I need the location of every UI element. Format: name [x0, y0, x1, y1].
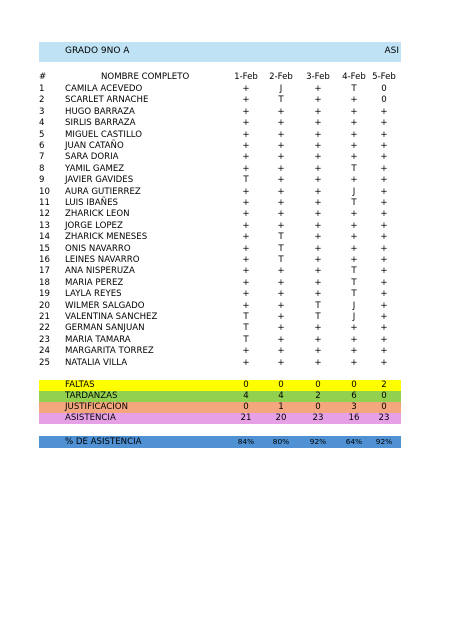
- summary-value: 0: [315, 380, 321, 390]
- sheet-header: [39, 42, 401, 62]
- attendance-mark: +: [314, 266, 322, 277]
- attendance-mark: +: [277, 220, 285, 231]
- attendance-mark: +: [242, 186, 250, 197]
- attendance-mark: +: [380, 312, 388, 322]
- student-number: 5: [39, 129, 45, 140]
- attendance-mark: +: [242, 357, 250, 368]
- summary-justificacion-row: [39, 402, 401, 413]
- attendance-mark: T: [351, 266, 357, 277]
- attendance-mark: +: [277, 152, 285, 163]
- percent-value: 84%: [237, 437, 255, 446]
- attendance-mark: +: [380, 220, 388, 231]
- attendance-mark: +: [380, 152, 388, 163]
- attendance-mark: +: [242, 346, 250, 357]
- attendance-mark: T: [278, 95, 284, 106]
- attendance-mark: +: [314, 175, 322, 186]
- attendance-mark: +: [314, 84, 322, 94]
- attendance-mark: +: [277, 277, 285, 288]
- table-row: [39, 232, 401, 243]
- attendance-mark: +: [277, 118, 285, 129]
- summary-label: JUSTIFICACION: [65, 402, 128, 412]
- attendance-mark: +: [350, 346, 358, 357]
- grade-title: GRADO 9NO A: [65, 46, 130, 56]
- attendance-mark: +: [314, 141, 322, 151]
- attendance-mark: +: [380, 106, 388, 117]
- attendance-mark: +: [277, 346, 285, 357]
- summary-value: 0: [381, 391, 387, 401]
- attendance-mark: +: [350, 323, 358, 334]
- attendance-mark: T: [351, 277, 357, 288]
- attendance-mark: +: [380, 232, 388, 243]
- attendance-mark: +: [277, 312, 285, 322]
- student-name: MIGUEL CASTILLO: [65, 129, 142, 140]
- student-name: SARA DORIA: [65, 152, 119, 163]
- student-number: 13: [39, 220, 50, 231]
- student-number: 15: [39, 243, 50, 254]
- summary-value: 2: [315, 391, 321, 401]
- student-name: HUGO BARRAZA: [65, 106, 135, 117]
- student-name: VALENTINA SANCHEZ: [65, 312, 158, 322]
- attendance-mark: +: [277, 266, 285, 277]
- summary-label: FALTAS: [65, 380, 95, 390]
- attendance-mark: +: [380, 357, 388, 368]
- student-name: JUAN CATAÑO: [65, 141, 124, 151]
- attendance-mark: +: [380, 277, 388, 288]
- attendance-mark: +: [242, 232, 250, 243]
- attendance-mark: +: [350, 255, 358, 265]
- table-row: [39, 323, 401, 334]
- table-row: [39, 198, 401, 209]
- attendance-mark: +: [314, 255, 322, 265]
- percent-attendance-row: [39, 436, 401, 448]
- student-number: 16: [39, 255, 50, 265]
- student-name: LAYLA REYES: [65, 289, 122, 300]
- student-name: SIRLIS BARRAZA: [65, 118, 136, 129]
- attendance-mark: +: [350, 232, 358, 243]
- col-date-header: 3-Feb: [306, 72, 330, 82]
- attendance-mark: J: [352, 312, 356, 322]
- attendance-mark: +: [242, 84, 250, 94]
- attendance-mark: 0: [381, 95, 387, 106]
- student-number: 12: [39, 209, 50, 220]
- summary-value: 4: [243, 391, 249, 401]
- student-number: 19: [39, 289, 50, 300]
- summary-value: 0: [381, 402, 387, 412]
- student-number: 4: [39, 118, 45, 129]
- attendance-mark: +: [314, 243, 322, 254]
- attendance-mark: +: [314, 152, 322, 163]
- attendance-mark: T: [315, 300, 321, 311]
- student-name: ONIS NAVARRO: [65, 243, 131, 254]
- student-name: LEINES NAVARRO: [65, 255, 140, 265]
- attendance-mark: T: [278, 255, 284, 265]
- summary-value: 1: [278, 402, 284, 412]
- col-name-header: NOMBRE COMPLETO: [101, 72, 190, 82]
- summary-label: ASISTENCIA: [65, 413, 116, 423]
- attendance-mark: +: [380, 209, 388, 220]
- student-name: NATALIA VILLA: [65, 357, 128, 368]
- percent-label: % DE ASISTENCIA: [65, 437, 142, 447]
- student-number: 9: [39, 175, 45, 186]
- student-name: CAMILA ACEVEDO: [65, 84, 143, 94]
- attendance-mark: T: [243, 323, 249, 334]
- student-name: JORGE LOPEZ: [65, 220, 123, 231]
- summary-label: TARDANZAS: [65, 391, 118, 401]
- attendance-mark: +: [242, 289, 250, 300]
- student-number: 25: [39, 357, 50, 368]
- summary-value: 0: [315, 402, 321, 412]
- attendance-mark: +: [380, 334, 388, 345]
- col-date-header: 2-Feb: [269, 72, 293, 82]
- student-number: 23: [39, 334, 50, 345]
- student-name: WILMER SALGADO: [65, 300, 145, 311]
- student-number: 8: [39, 163, 45, 174]
- attendance-mark: +: [242, 141, 250, 151]
- attendance-mark: +: [314, 334, 322, 345]
- attendance-mark: T: [351, 163, 357, 174]
- table-row: [39, 130, 401, 141]
- attendance-mark: +: [314, 357, 322, 368]
- attendance-mark: +: [314, 323, 322, 334]
- col-num-header: #: [39, 72, 47, 82]
- attendance-mark: +: [277, 163, 285, 174]
- attendance-mark: +: [242, 198, 250, 208]
- attendance-mark: +: [380, 266, 388, 277]
- summary-asistencia-row: [39, 413, 401, 424]
- attendance-mark: +: [242, 300, 250, 311]
- attendance-mark: +: [277, 289, 285, 300]
- student-name: ANA NISPERUZA: [65, 266, 135, 277]
- attendance-mark: +: [350, 357, 358, 368]
- student-number: 3: [39, 106, 45, 117]
- attendance-mark: +: [350, 220, 358, 231]
- table-row: [39, 278, 401, 289]
- summary-value: 4: [278, 391, 284, 401]
- attendance-mark: +: [242, 95, 250, 106]
- student-name: ZHARICK MENESES: [65, 232, 148, 243]
- summary-value: 0: [278, 380, 284, 390]
- attendance-mark: T: [243, 334, 249, 345]
- student-name: AURA GUTIERREZ: [65, 186, 141, 197]
- student-number: 17: [39, 266, 50, 277]
- table-row: [39, 335, 401, 346]
- student-number: 21: [39, 312, 50, 322]
- attendance-mark: +: [277, 175, 285, 186]
- attendance-mark: +: [314, 186, 322, 197]
- table-row: [39, 84, 401, 95]
- table-row: [39, 175, 401, 186]
- attendance-mark: +: [314, 106, 322, 117]
- attendance-mark: T: [351, 198, 357, 208]
- attendance-mark: +: [314, 277, 322, 288]
- attendance-mark: T: [351, 289, 357, 300]
- table-row: [39, 346, 401, 357]
- attendance-mark: +: [380, 323, 388, 334]
- student-number: 2: [39, 95, 45, 106]
- attendance-mark: +: [277, 186, 285, 197]
- percent-value: 64%: [345, 437, 363, 446]
- table-row: [39, 255, 401, 266]
- attendance-mark: +: [350, 129, 358, 140]
- summary-tardanzas-row: [39, 391, 401, 402]
- col-date-header: 4-Feb: [342, 72, 366, 82]
- student-number: 10: [39, 186, 50, 197]
- attendance-mark: +: [350, 175, 358, 186]
- attendance-mark: +: [314, 163, 322, 174]
- summary-value: 0: [243, 402, 249, 412]
- attendance-mark: +: [242, 277, 250, 288]
- summary-faltas-row: [39, 380, 401, 391]
- attendance-mark: +: [380, 346, 388, 357]
- attendance-mark: +: [242, 266, 250, 277]
- attendance-mark: +: [277, 129, 285, 140]
- attendance-mark: +: [277, 300, 285, 311]
- attendance-mark: +: [314, 346, 322, 357]
- student-number: 11: [39, 198, 50, 208]
- attendance-mark: +: [314, 118, 322, 129]
- attendance-mark: +: [314, 95, 322, 106]
- attendance-mark: +: [277, 334, 285, 345]
- student-name: ZHARICK LEON: [65, 209, 130, 220]
- summary-value: 23: [312, 413, 324, 423]
- student-number: 22: [39, 323, 50, 334]
- attendance-mark: +: [350, 243, 358, 254]
- attendance-mark: +: [277, 106, 285, 117]
- attendance-mark: +: [277, 198, 285, 208]
- student-number: 20: [39, 300, 50, 311]
- student-name: MARGARITA TORREZ: [65, 346, 154, 357]
- attendance-mark: 0: [381, 84, 387, 94]
- table-row: [39, 289, 401, 300]
- attendance-mark: +: [380, 243, 388, 254]
- table-row: [39, 187, 401, 198]
- attendance-mark: +: [380, 300, 388, 311]
- attendance-mark: +: [350, 95, 358, 106]
- student-name: MARIA TAMARA: [65, 334, 131, 345]
- table-row: [39, 266, 401, 277]
- percent-value: 92%: [309, 437, 327, 446]
- table-row: [39, 358, 401, 369]
- summary-value: 0: [351, 380, 357, 390]
- attendance-mark: +: [380, 118, 388, 129]
- student-number: 6: [39, 141, 45, 151]
- student-number: 18: [39, 277, 50, 288]
- table-row: [39, 118, 401, 129]
- col-date-header: 5-Feb: [372, 72, 396, 82]
- attendance-mark: +: [380, 186, 388, 197]
- summary-value: 2: [381, 380, 387, 390]
- attendance-mark: +: [380, 163, 388, 174]
- summary-value: 21: [240, 413, 252, 423]
- attendance-mark: +: [314, 198, 322, 208]
- summary-value: 3: [351, 402, 357, 412]
- summary-value: 0: [243, 380, 249, 390]
- student-number: 1: [39, 84, 45, 94]
- student-name: YAMIL GAMEZ: [65, 163, 125, 174]
- attendance-mark: +: [350, 118, 358, 129]
- attendance-mark: J: [279, 84, 283, 94]
- attendance-mark: +: [242, 163, 250, 174]
- student-name: MARIA PEREZ: [65, 277, 124, 288]
- attendance-mark: +: [314, 209, 322, 220]
- attendance-mark: T: [278, 243, 284, 254]
- attendance-mark: +: [242, 106, 250, 117]
- attendance-mark: +: [350, 141, 358, 151]
- attendance-mark: T: [243, 312, 249, 322]
- attendance-mark: +: [350, 106, 358, 117]
- attendance-mark: +: [380, 175, 388, 186]
- table-row: [39, 209, 401, 220]
- summary-value: 6: [351, 391, 357, 401]
- attendance-mark: +: [314, 129, 322, 140]
- attendance-mark: J: [352, 300, 356, 311]
- column-headers: [39, 72, 401, 83]
- percent-value: 80%: [272, 437, 290, 446]
- attendance-mark: +: [242, 209, 250, 220]
- attendance-mark: T: [315, 312, 321, 322]
- summary-value: 16: [348, 413, 360, 423]
- attendance-mark: +: [380, 129, 388, 140]
- attendance-mark: +: [242, 129, 250, 140]
- attendance-mark: +: [277, 141, 285, 151]
- table-row: [39, 244, 401, 255]
- col-date-header: 1-Feb: [234, 72, 258, 82]
- attendance-mark: +: [380, 289, 388, 300]
- attendance-mark: T: [351, 84, 357, 94]
- attendance-mark: +: [314, 232, 322, 243]
- student-name: JAVIER GAVIDES: [65, 175, 134, 186]
- attendance-mark: +: [277, 209, 285, 220]
- table-row: [39, 164, 401, 175]
- student-number: 14: [39, 232, 50, 243]
- attendance-mark: +: [277, 323, 285, 334]
- table-row: [39, 221, 401, 232]
- table-row: [39, 95, 401, 106]
- attendance-mark: +: [242, 152, 250, 163]
- attendance-mark: J: [352, 186, 356, 197]
- summary-value: 23: [378, 413, 390, 423]
- attendance-mark: +: [277, 357, 285, 368]
- attendance-mark: +: [380, 255, 388, 265]
- attendance-mark: T: [278, 232, 284, 243]
- attendance-mark: +: [314, 289, 322, 300]
- attendance-mark: +: [380, 141, 388, 151]
- attendance-mark: +: [380, 198, 388, 208]
- student-name: LUIS IBAÑES: [65, 198, 118, 208]
- attendance-mark: +: [350, 209, 358, 220]
- student-name: GERMAN SANJUAN: [65, 323, 145, 334]
- student-name: SCARLET ARNACHE: [65, 95, 149, 106]
- table-row: [39, 107, 401, 118]
- attendance-mark: +: [242, 243, 250, 254]
- table-row: [39, 152, 401, 163]
- table-row: [39, 312, 401, 323]
- attendance-mark: T: [243, 175, 249, 186]
- student-number: 24: [39, 346, 50, 357]
- table-row: [39, 141, 401, 152]
- attendance-mark: +: [350, 152, 358, 163]
- attendance-mark: +: [242, 255, 250, 265]
- attendance-mark: +: [242, 118, 250, 129]
- attendance-mark: +: [350, 334, 358, 345]
- summary-value: 20: [275, 413, 287, 423]
- table-row: [39, 301, 401, 312]
- header-right-label: ASI: [384, 46, 399, 56]
- student-number: 7: [39, 152, 45, 163]
- attendance-mark: +: [314, 220, 322, 231]
- percent-value: 92%: [375, 437, 393, 446]
- attendance-mark: +: [242, 220, 250, 231]
